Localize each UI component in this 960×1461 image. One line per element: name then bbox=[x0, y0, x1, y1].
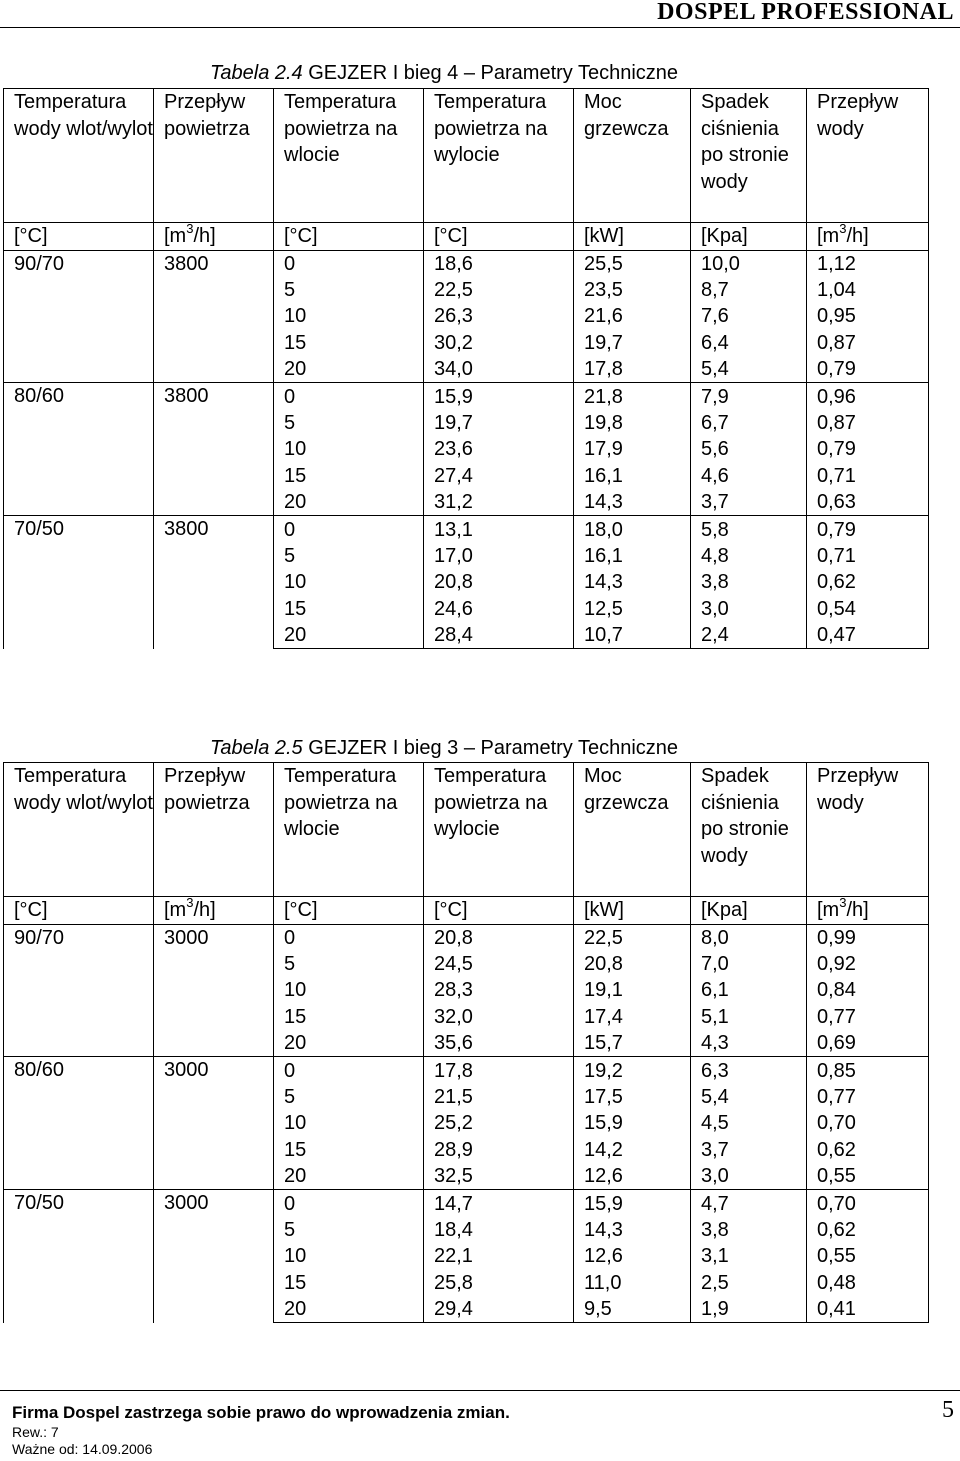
table-cell: 0,62 bbox=[807, 1217, 929, 1243]
table-row bbox=[4, 1190, 929, 1217]
header-rule bbox=[0, 27, 960, 28]
units-row bbox=[4, 897, 929, 925]
table-cell: 26,3 bbox=[424, 303, 574, 329]
unit-cell: [°C] bbox=[274, 223, 424, 251]
airflow-cell: 3800 bbox=[154, 383, 274, 516]
column-header: Moc grzewcza bbox=[574, 763, 691, 897]
table-row bbox=[4, 1057, 929, 1084]
table-cell: 6,4 bbox=[691, 330, 807, 356]
column-header: Temperatura powietrza na wylocie bbox=[424, 763, 574, 897]
table-cell: 0,55 bbox=[807, 1243, 929, 1269]
table-cell: 23,5 bbox=[574, 277, 691, 303]
table-cell: 0,84 bbox=[807, 977, 929, 1003]
table-cell: 0,87 bbox=[807, 330, 929, 356]
table-cell: 31,2 bbox=[424, 489, 574, 516]
table1-caption-number: Tabela 2.4 bbox=[210, 62, 303, 84]
table1-caption-title: GEJZER I bieg 4 – Parametry Techniczne bbox=[302, 62, 679, 84]
table-cell: 14,3 bbox=[574, 569, 691, 595]
table-cell: 14,3 bbox=[574, 1217, 691, 1243]
table-row bbox=[4, 250, 929, 277]
table-cell: 28,9 bbox=[424, 1137, 574, 1163]
unit-cell: [°C] bbox=[424, 897, 574, 925]
table-cell: 0,62 bbox=[807, 1137, 929, 1163]
table-cell: 0,47 bbox=[807, 622, 929, 649]
water-temp-cell: 70/50 bbox=[4, 516, 154, 649]
table-cell: 20 bbox=[274, 1030, 424, 1057]
table-cell: 7,6 bbox=[691, 303, 807, 329]
unit-cell: [kW] bbox=[574, 223, 691, 251]
table2-caption bbox=[210, 737, 678, 759]
table-cell: 22,5 bbox=[424, 277, 574, 303]
table-cell: 0,54 bbox=[807, 596, 929, 622]
unit-cell: [°C] bbox=[424, 223, 574, 251]
table-cell: 17,8 bbox=[574, 356, 691, 383]
column-header: Przepływ wody bbox=[807, 763, 929, 897]
water-temp-cell: 90/70 bbox=[4, 924, 154, 1057]
table-cell: 21,5 bbox=[424, 1084, 574, 1110]
table-cell: 30,2 bbox=[424, 330, 574, 356]
table-cell: 0,69 bbox=[807, 1030, 929, 1057]
table-cell: 0 bbox=[274, 250, 424, 277]
table-cell: 25,2 bbox=[424, 1110, 574, 1136]
table-cell: 10 bbox=[274, 303, 424, 329]
table-cell: 15 bbox=[274, 330, 424, 356]
table-cell: 6,3 bbox=[691, 1057, 807, 1084]
table-cell: 15 bbox=[274, 596, 424, 622]
table-cell: 14,2 bbox=[574, 1137, 691, 1163]
table-cell: 0 bbox=[274, 516, 424, 543]
water-temp-cell: 80/60 bbox=[4, 1057, 154, 1190]
table-cell: 19,2 bbox=[574, 1057, 691, 1084]
column-header: Przepływ powietrza bbox=[154, 763, 274, 897]
table-cell: 3,7 bbox=[691, 489, 807, 516]
table-cell: 19,7 bbox=[424, 410, 574, 436]
table-cell: 15 bbox=[274, 1270, 424, 1296]
table-cell: 20,8 bbox=[574, 951, 691, 977]
table-cell: 9,5 bbox=[574, 1296, 691, 1323]
unit-cell: [°C] bbox=[274, 897, 424, 925]
spec-table-gear3 bbox=[3, 762, 929, 1323]
water-temp-cell: 70/50 bbox=[4, 1190, 154, 1323]
table-cell: 0,77 bbox=[807, 1084, 929, 1110]
table-cell: 20 bbox=[274, 1296, 424, 1323]
table-cell: 14,3 bbox=[574, 489, 691, 516]
table-cell: 19,8 bbox=[574, 410, 691, 436]
table-cell: 0,55 bbox=[807, 1163, 929, 1190]
footer-rule bbox=[0, 1390, 960, 1391]
table-cell: 15 bbox=[274, 1004, 424, 1030]
table-cell: 3,1 bbox=[691, 1243, 807, 1269]
table-cell: 0,71 bbox=[807, 463, 929, 489]
table-cell: 17,4 bbox=[574, 1004, 691, 1030]
water-temp-cell: 80/60 bbox=[4, 383, 154, 516]
table-row bbox=[4, 383, 929, 410]
table-cell: 7,0 bbox=[691, 951, 807, 977]
table-cell: 0,77 bbox=[807, 1004, 929, 1030]
table-cell: 4,6 bbox=[691, 463, 807, 489]
table-cell: 20 bbox=[274, 1163, 424, 1190]
table-cell: 8,0 bbox=[691, 924, 807, 951]
table-cell: 10 bbox=[274, 1110, 424, 1136]
table-cell: 15,9 bbox=[424, 383, 574, 410]
table-cell: 0 bbox=[274, 383, 424, 410]
table-cell: 23,6 bbox=[424, 436, 574, 462]
table-cell: 0,87 bbox=[807, 410, 929, 436]
table-cell: 0,63 bbox=[807, 489, 929, 516]
table-cell: 0,62 bbox=[807, 569, 929, 595]
header-row bbox=[4, 763, 929, 897]
table-cell: 10,0 bbox=[691, 250, 807, 277]
table-cell: 10 bbox=[274, 569, 424, 595]
table-cell: 16,1 bbox=[574, 543, 691, 569]
table-cell: 20 bbox=[274, 622, 424, 649]
table-cell: 4,8 bbox=[691, 543, 807, 569]
airflow-cell: 3000 bbox=[154, 1057, 274, 1190]
table-cell: 18,0 bbox=[574, 516, 691, 543]
spec-table-gear4 bbox=[3, 88, 929, 649]
table-cell: 5 bbox=[274, 543, 424, 569]
unit-cell: [kW] bbox=[574, 897, 691, 925]
column-header: Moc grzewcza bbox=[574, 89, 691, 223]
brand-title: DOSPEL PROFESSIONAL bbox=[657, 0, 954, 25]
table-cell: 5 bbox=[274, 410, 424, 436]
table-cell: 12,6 bbox=[574, 1243, 691, 1269]
table-cell: 3,0 bbox=[691, 1163, 807, 1190]
airflow-cell: 3000 bbox=[154, 924, 274, 1057]
table-cell: 0,96 bbox=[807, 383, 929, 410]
header-row bbox=[4, 89, 929, 223]
table-cell: 0 bbox=[274, 1190, 424, 1217]
table-cell: 0,48 bbox=[807, 1270, 929, 1296]
table-row bbox=[4, 924, 929, 951]
table-cell: 15,7 bbox=[574, 1030, 691, 1057]
table1-caption bbox=[210, 62, 678, 84]
table-cell: 0,79 bbox=[807, 356, 929, 383]
table-cell: 0,92 bbox=[807, 951, 929, 977]
unit-cell: $[m^3/h]$ bbox=[154, 897, 274, 925]
table-cell: 10 bbox=[274, 436, 424, 462]
table-cell: 12,5 bbox=[574, 596, 691, 622]
table-cell: 12,6 bbox=[574, 1163, 691, 1190]
table-cell: 20,8 bbox=[424, 924, 574, 951]
table-cell: 2,5 bbox=[691, 1270, 807, 1296]
column-header: Temperatura powietrza na wlocie bbox=[274, 763, 424, 897]
table-cell: 15 bbox=[274, 1137, 424, 1163]
table-cell: 11,0 bbox=[574, 1270, 691, 1296]
table-cell: 4,7 bbox=[691, 1190, 807, 1217]
table-cell: 8,7 bbox=[691, 277, 807, 303]
table-cell: 1,12 bbox=[807, 250, 929, 277]
table-cell: 28,3 bbox=[424, 977, 574, 1003]
table-cell: 5 bbox=[274, 1217, 424, 1243]
table-cell: 5,6 bbox=[691, 436, 807, 462]
table-cell: 20 bbox=[274, 356, 424, 383]
table-cell: 0,79 bbox=[807, 516, 929, 543]
table-cell: 4,5 bbox=[691, 1110, 807, 1136]
table-cell: 5,4 bbox=[691, 356, 807, 383]
table-cell: 5,8 bbox=[691, 516, 807, 543]
table-cell: 32,5 bbox=[424, 1163, 574, 1190]
table-cell: 5 bbox=[274, 951, 424, 977]
table-cell: 17,5 bbox=[574, 1084, 691, 1110]
table-cell: 5,1 bbox=[691, 1004, 807, 1030]
unit-cell: [°C] bbox=[4, 223, 154, 251]
airflow-cell: 3800 bbox=[154, 516, 274, 649]
table-cell: 0,95 bbox=[807, 303, 929, 329]
table-cell: 15 bbox=[274, 463, 424, 489]
table-cell: 0 bbox=[274, 924, 424, 951]
table-cell: 24,5 bbox=[424, 951, 574, 977]
column-header: Temperatura powietrza na wylocie bbox=[424, 89, 574, 223]
column-header: Temperatura wody wlot/wylot bbox=[4, 89, 154, 223]
column-header: Temperatura wody wlot/wylot bbox=[4, 763, 154, 897]
table-cell: 19,1 bbox=[574, 977, 691, 1003]
airflow-cell: 3800 bbox=[154, 250, 274, 383]
unit-cell: $[m^3/h]$ bbox=[154, 223, 274, 251]
table-cell: 1,9 bbox=[691, 1296, 807, 1323]
table-cell: 4,3 bbox=[691, 1030, 807, 1057]
table-cell: 27,4 bbox=[424, 463, 574, 489]
table-cell: 6,1 bbox=[691, 977, 807, 1003]
column-header: Przepływ wody bbox=[807, 89, 929, 223]
column-header: Spadek ciśnienia po stronie wody bbox=[691, 89, 807, 223]
table-cell: 20 bbox=[274, 489, 424, 516]
table2-caption-number: Tabela 2.5 bbox=[210, 737, 303, 759]
table-cell: 3,8 bbox=[691, 569, 807, 595]
table-cell: 0 bbox=[274, 1057, 424, 1084]
table-cell: 0,99 bbox=[807, 924, 929, 951]
table-cell: 29,4 bbox=[424, 1296, 574, 1323]
footer-disclaimer: Firma Dospel zastrzega sobie prawo do wprowadzenia zmian. bbox=[12, 1403, 510, 1422]
table-cell: 5,4 bbox=[691, 1084, 807, 1110]
table-cell: 17,9 bbox=[574, 436, 691, 462]
table-cell: 0,79 bbox=[807, 436, 929, 462]
table-cell: 25,8 bbox=[424, 1270, 574, 1296]
unit-cell: [Kpa] bbox=[691, 897, 807, 925]
water-temp-cell: 90/70 bbox=[4, 250, 154, 383]
table-row bbox=[4, 516, 929, 543]
unit-cell: $[m^3/h]$ bbox=[807, 223, 929, 251]
column-header: Spadek ciśnienia po stronie wody bbox=[691, 763, 807, 897]
footer-revision: Rew.: 7 bbox=[12, 1424, 59, 1440]
table-cell: 16,1 bbox=[574, 463, 691, 489]
table-cell: 10 bbox=[274, 977, 424, 1003]
table-cell: 0,71 bbox=[807, 543, 929, 569]
table-cell: 15,9 bbox=[574, 1190, 691, 1217]
table-cell: 0,41 bbox=[807, 1296, 929, 1323]
table-cell: 0,70 bbox=[807, 1190, 929, 1217]
table-cell: 3,0 bbox=[691, 596, 807, 622]
table-cell: 21,8 bbox=[574, 383, 691, 410]
table-cell: 7,9 bbox=[691, 383, 807, 410]
unit-cell: $[m^3/h]$ bbox=[807, 897, 929, 925]
table2-caption-title: GEJZER I bieg 3 – Parametry Techniczne bbox=[302, 737, 679, 759]
footer-valid-date: Ważne od: 14.09.2006 bbox=[12, 1441, 153, 1457]
table-cell: 17,0 bbox=[424, 543, 574, 569]
table-cell: 18,6 bbox=[424, 250, 574, 277]
table-cell: 25,5 bbox=[574, 250, 691, 277]
table-cell: 24,6 bbox=[424, 596, 574, 622]
table-cell: 0,85 bbox=[807, 1057, 929, 1084]
table-cell: 10,7 bbox=[574, 622, 691, 649]
table-cell: 1,04 bbox=[807, 277, 929, 303]
table-cell: 20,8 bbox=[424, 569, 574, 595]
table-cell: 28,4 bbox=[424, 622, 574, 649]
table-cell: 35,6 bbox=[424, 1030, 574, 1057]
page-number: 5 bbox=[942, 1397, 954, 1423]
table-cell: 22,5 bbox=[574, 924, 691, 951]
table-cell: 10 bbox=[274, 1243, 424, 1269]
airflow-cell: 3000 bbox=[154, 1190, 274, 1323]
table-cell: 34,0 bbox=[424, 356, 574, 383]
table-cell: 15,9 bbox=[574, 1110, 691, 1136]
table-cell: 3,7 bbox=[691, 1137, 807, 1163]
table-cell: 5 bbox=[274, 1084, 424, 1110]
units-row bbox=[4, 223, 929, 251]
unit-cell: [°C] bbox=[4, 897, 154, 925]
table-cell: 14,7 bbox=[424, 1190, 574, 1217]
table-cell: 6,7 bbox=[691, 410, 807, 436]
table-cell: 32,0 bbox=[424, 1004, 574, 1030]
column-header: Temperatura powietrza na wlocie bbox=[274, 89, 424, 223]
table-cell: 18,4 bbox=[424, 1217, 574, 1243]
table-cell: 5 bbox=[274, 277, 424, 303]
table-cell: 17,8 bbox=[424, 1057, 574, 1084]
unit-cell: [Kpa] bbox=[691, 223, 807, 251]
table-cell: 22,1 bbox=[424, 1243, 574, 1269]
table-cell: 0,70 bbox=[807, 1110, 929, 1136]
column-header: Przepływ powietrza bbox=[154, 89, 274, 223]
table-cell: 3,8 bbox=[691, 1217, 807, 1243]
table-cell: 19,7 bbox=[574, 330, 691, 356]
table-cell: 2,4 bbox=[691, 622, 807, 649]
table-cell: 21,6 bbox=[574, 303, 691, 329]
table-cell: 13,1 bbox=[424, 516, 574, 543]
